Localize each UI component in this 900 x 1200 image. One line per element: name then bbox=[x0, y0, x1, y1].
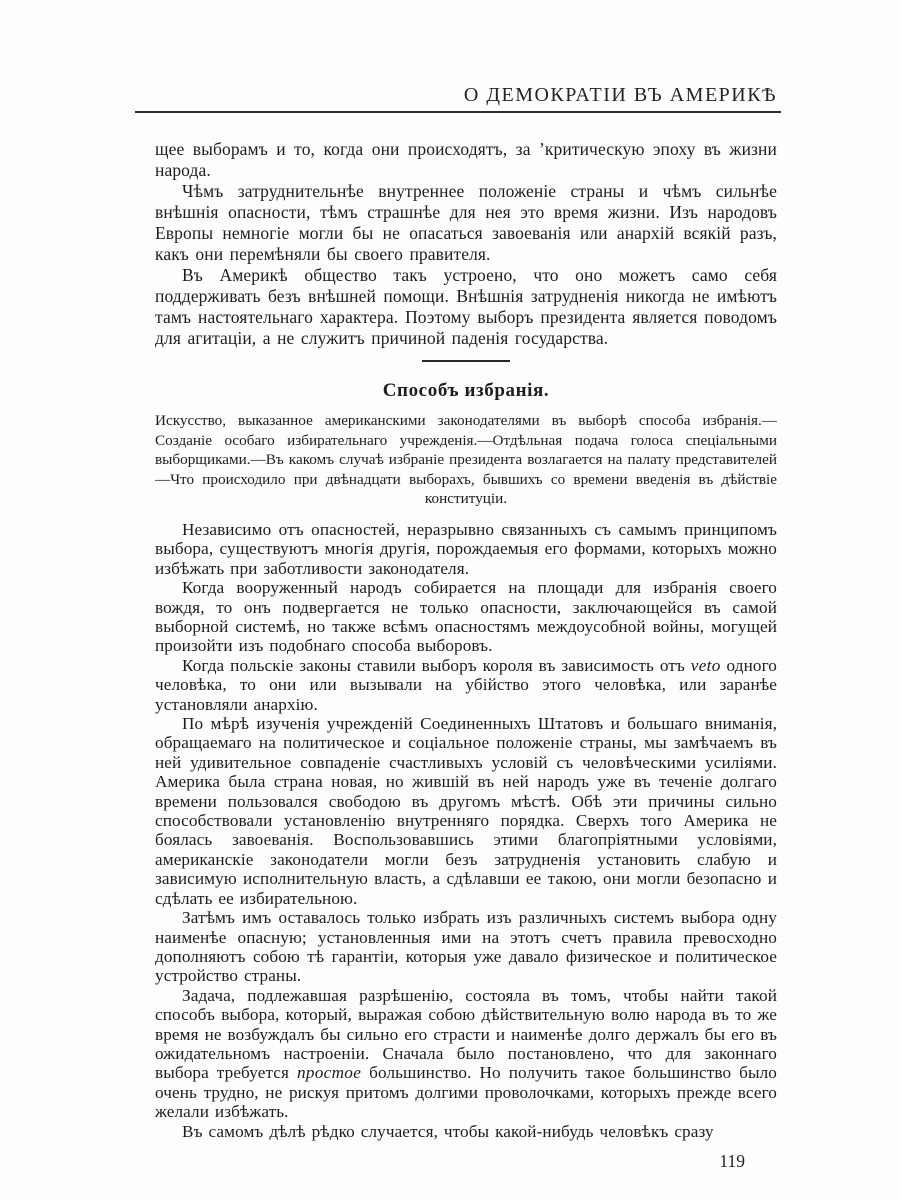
paragraph-text: большинство. Но получить такое большинство было очень трудно, не рискуя притомъ долгими проволочками, которыхъ прежде всего желали избѣжать. bbox=[155, 1063, 777, 1122]
page-number: 119 bbox=[719, 1150, 745, 1171]
paragraph: Чѣмъ затруднительнѣе внутреннее положеніе страны и чѣмъ сильнѣе внѣшнія опасности, тѣмъ страшнѣе для нея это время жизни. Изъ народовъ Европы немногіе могли бы не опасаться завоеванія или анархій всякій разъ, какъ они перемѣняли бы своего правителя. bbox=[155, 181, 777, 264]
paragraph: Въ самомъ дѣлѣ рѣдко случается, чтобы какой-нибудь человѣкъ сразу bbox=[182, 1121, 714, 1141]
paragraph-text: одного человѣка, то они или вызывали на убійство этого человѣка, или заранѣе установляли анархію. bbox=[155, 655, 777, 714]
italic-term-veto: veto bbox=[690, 655, 721, 675]
section-heading: Способъ избранія. bbox=[382, 380, 550, 401]
paragraph-text: Когда польскіе законы ставили выборъ короля въ зависимость отъ bbox=[182, 655, 691, 675]
running-head-title: О ДЕМОКРАТІИ ВЪ АМЕРИКѢ bbox=[463, 84, 777, 106]
chapter-end-block bbox=[155, 139, 777, 349]
paragraph bbox=[155, 656, 777, 714]
paragraph: По мѣрѣ изученія учрежденій Соединенныхъ Штатовъ и большаго вниманія, обращаемаго на политическое и соціальное положеніе страны, мы замѣчаемъ въ ней удивительное совпаденіе счастливыхъ условій съ человѣческими усиліями. Америка была страна новая, но жившій въ ней народъ уже въ теченіе долгаго времени пользовался свободою въ другомъ мѣстѣ. Обѣ эти причины сильно способствовали установленію внутренняго порядка. Сверхъ того Америка не боялась завоеванія. Воспользовавшись этими благопріятными условіями, американскіе законодатели могли безъ затрудненія установить слабую и зависимую исполнительную власть, а сдѣлавши ее такою, они могли безопасно и сдѣлать ее избирательною. bbox=[155, 714, 777, 908]
paragraph: Независимо отъ опасностей, неразрывно связанныхъ съ самымъ принципомъ выбора, существуютъ многія другія, порождаемыя его формами, которыхъ можно избѣжать при заботливости законодателя. bbox=[155, 519, 777, 578]
paragraph: Когда вооруженный народъ собирается на площади для избранія своего вождя, то онъ подвергается не только опасности, заключающейся въ самой выборной системѣ, но также всѣмъ опасностямъ междоусобной войны, могущей произойти изъ подобнаго способа выборовъ. bbox=[155, 578, 777, 656]
header-rule bbox=[135, 111, 781, 113]
section-divider bbox=[422, 360, 510, 362]
section-summary: Искусство, выказанное американскими законодателями въ выборѣ способа избранія.—Созданіе особаго избирательнаго учрежденія.—Отдѣльная подача голоса спеціальными выборщиками.—Въ какомъ случаѣ избраніе президента возлагается на палату представителей —Что происходило при двѣнадцати выборахъ, бывшихъ со времени введенія въ дѣйствіе конституціи. bbox=[155, 412, 777, 508]
section-body-block bbox=[155, 520, 777, 1141]
paragraph-text: Задача, подлежавшая разрѣшенію, состояла въ томъ, чтобы найти такой способъ выбора, который, выражая собою дѣйствительную волю народа въ то же время не возбуждалъ бы сильно его страсти и наименѣе долго держалъ бы его въ ожидательномъ настроеніи. Сначала было постановлено, что для законнаго выбора требуется bbox=[155, 985, 777, 1083]
italic-term-prostoe: простое bbox=[296, 1063, 362, 1083]
paragraph bbox=[155, 986, 777, 1122]
paragraph: Въ Америкѣ общество такъ устроено, что оно можетъ само себя поддерживать безъ внѣшней помощи. Внѣшнія затрудненія никогда не имѣютъ тамъ настоятельнаго характера. Поэтому выборъ президента является поводомъ для агитаціи, а не служитъ причиной паденія государства. bbox=[155, 265, 777, 348]
paragraph: Затѣмъ имъ оставалось только избрать изъ различныхъ системъ выбора одну наименѣе опасную; установленныя ими на этотъ счетъ правила превосходно дополняютъ собою тѣ гарантіи, которыя уже давало физическое и политическое устройство страны. bbox=[155, 908, 777, 986]
text-column bbox=[155, 0, 777, 1172]
running-head bbox=[155, 84, 777, 106]
paragraph-continuation: щее выборамъ и то, когда они происходятъ, за ’критическую эпоху въ жизни народа. bbox=[155, 139, 777, 180]
